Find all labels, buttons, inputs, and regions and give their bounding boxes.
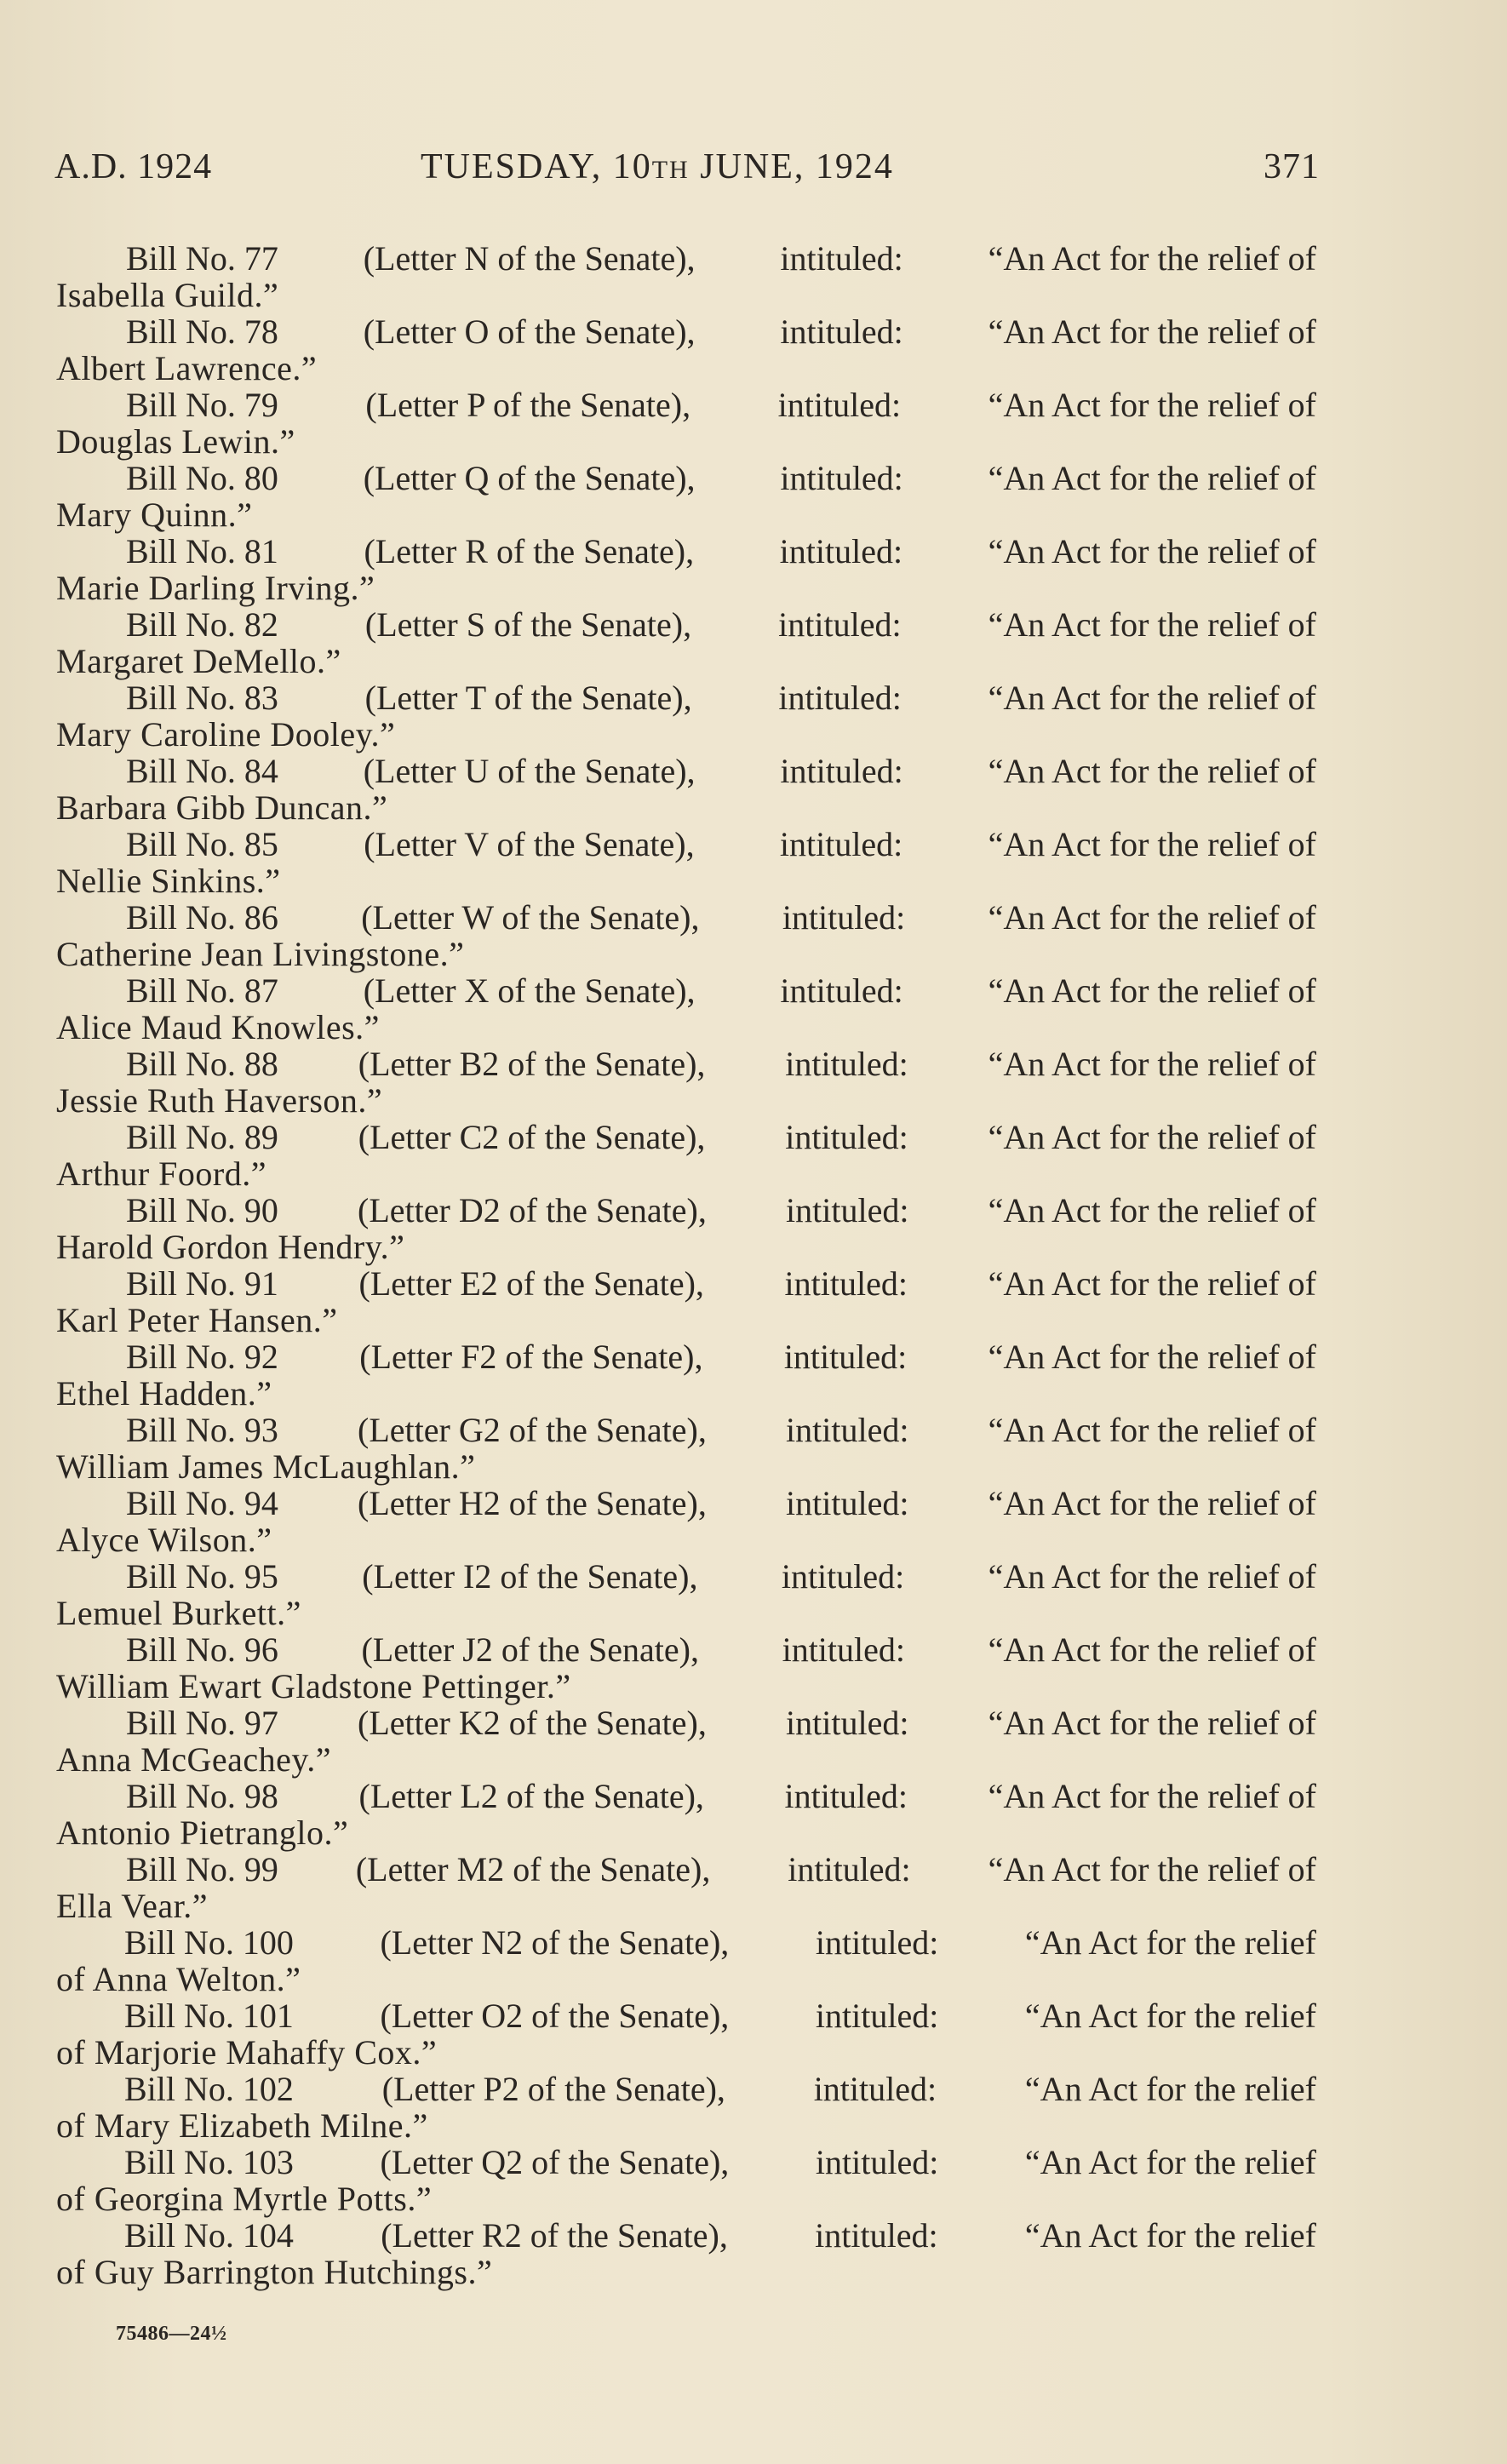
- senate-letter: (Letter B2 of the Senate),: [358, 1045, 706, 1083]
- bill-entry: [56, 1779, 1316, 1852]
- act-title: “An Act for the relief of: [988, 1484, 1316, 1522]
- intituled-label: intituled:: [788, 1850, 911, 1888]
- bill-number: Bill No. 100: [124, 1923, 294, 1962]
- senate-letter: (Letter R of the Senate),: [364, 532, 695, 570]
- act-title: “An Act for the relief of: [988, 825, 1316, 863]
- relief-recipient: Karl Peter Hansen.”: [56, 1301, 338, 1339]
- relief-recipient: Isabella Guild.”: [56, 276, 279, 314]
- bill-list: [56, 241, 1316, 2291]
- bill-number: Bill No. 95: [126, 1557, 278, 1596]
- intituled-label: intituled:: [778, 679, 902, 717]
- senate-letter: (Letter H2 of the Senate),: [358, 1484, 707, 1522]
- bill-entry: [56, 241, 1316, 314]
- intituled-label: intituled:: [782, 1630, 906, 1669]
- bill-entry: [56, 607, 1316, 680]
- act-title: “An Act for the relief of: [988, 386, 1316, 424]
- intituled-label: intituled:: [780, 971, 903, 1010]
- bill-entry-first-line: [56, 534, 1316, 570]
- bill-number: Bill No. 92: [126, 1338, 278, 1376]
- relief-recipient: of Georgina Myrtle Potts.”: [56, 2180, 433, 2218]
- bill-entry-first-line: [56, 2145, 1316, 2180]
- bill-entry-first-line: [56, 827, 1316, 862]
- senate-letter: (Letter J2 of the Senate),: [361, 1630, 699, 1669]
- senate-letter: (Letter I2 of the Senate),: [362, 1557, 698, 1596]
- header-date-part1: TUESDAY, 10: [421, 147, 652, 186]
- relief-recipient: Ella Vear.”: [56, 1887, 209, 1925]
- bill-number: Bill No. 80: [126, 459, 278, 497]
- act-title: “An Act for the relief of: [988, 1557, 1316, 1596]
- bill-number: Bill No. 102: [124, 2070, 294, 2108]
- bill-entry-first-line: [56, 387, 1316, 423]
- intituled-label: intituled:: [780, 752, 903, 790]
- senate-letter: (Letter W of the Senate),: [361, 898, 700, 937]
- bill-entry-first-line: [56, 900, 1316, 936]
- bill-entry: [56, 900, 1316, 973]
- act-title: “An Act for the relief of: [988, 1045, 1316, 1083]
- relief-recipient: Nellie Sinkins.”: [56, 862, 281, 900]
- bill-entry-first-line: [56, 1046, 1316, 1082]
- bill-entry-first-line: [56, 680, 1316, 716]
- intituled-label: intituled:: [779, 532, 903, 570]
- bill-entry: [56, 973, 1316, 1046]
- bill-entry: [56, 1486, 1316, 1559]
- header-year: A.D. 1924: [54, 147, 213, 186]
- senate-letter: (Letter Q of the Senate),: [363, 459, 696, 497]
- bill-number: Bill No. 101: [124, 1997, 294, 2035]
- senate-letter: (Letter T of the Senate),: [364, 679, 692, 717]
- bill-entry-first-line: [56, 1486, 1316, 1521]
- bill-number: Bill No. 103: [124, 2143, 294, 2181]
- relief-recipient: Margaret DeMello.”: [56, 642, 341, 680]
- relief-recipient: of Anna Welton.”: [56, 1960, 301, 1998]
- header-date-part2: JUNE, 1924: [689, 147, 894, 186]
- bill-number: Bill No. 85: [126, 825, 278, 863]
- bill-number: Bill No. 78: [126, 312, 278, 351]
- relief-recipient: Jessie Ruth Haverson.”: [56, 1081, 383, 1120]
- bill-number: Bill No. 86: [126, 898, 278, 937]
- bill-entry-first-line: [56, 1852, 1316, 1888]
- bill-number: Bill No. 83: [126, 679, 278, 717]
- senate-letter: (Letter C2 of the Senate),: [358, 1118, 706, 1156]
- header-date-ordinal: TH: [651, 156, 690, 184]
- bill-entry: [56, 1852, 1316, 1925]
- bill-entry-first-line: [56, 1998, 1316, 2034]
- bill-entry: [56, 1925, 1316, 1998]
- bill-number: Bill No. 98: [126, 1777, 278, 1815]
- printer-mark: 75486—24½: [116, 2323, 227, 2345]
- act-title: “An Act for the relief of: [988, 1411, 1316, 1449]
- bill-number: Bill No. 84: [126, 752, 278, 790]
- bill-entry: [56, 534, 1316, 607]
- bill-entry: [56, 387, 1316, 461]
- relief-recipient: Barbara Gibb Duncan.”: [56, 788, 388, 827]
- running-header: [54, 146, 1320, 198]
- senate-letter: (Letter O of the Senate),: [363, 312, 696, 351]
- act-title: “An Act for the relief of: [988, 679, 1316, 717]
- bill-number: Bill No. 79: [126, 386, 278, 424]
- intituled-label: intituled:: [815, 1923, 939, 1962]
- bill-number: Bill No. 87: [126, 971, 278, 1010]
- bill-entry-first-line: [56, 314, 1316, 350]
- act-title: “An Act for the relief: [1024, 1997, 1316, 2035]
- act-title: “An Act for the relief of: [988, 1850, 1316, 1888]
- bill-number: Bill No. 88: [126, 1045, 278, 1083]
- bill-entry: [56, 1705, 1316, 1779]
- senate-letter: (Letter P2 of the Senate),: [381, 2070, 725, 2108]
- bill-number: Bill No. 89: [126, 1118, 278, 1156]
- senate-letter: (Letter F2 of the Senate),: [359, 1338, 703, 1376]
- senate-letter: (Letter Q2 of the Senate),: [380, 2143, 730, 2181]
- bill-number: Bill No. 90: [126, 1191, 278, 1229]
- act-title: “An Act for the relief of: [988, 239, 1316, 278]
- bill-number: Bill No. 96: [126, 1630, 278, 1669]
- bill-entry-first-line: [56, 1266, 1316, 1302]
- senate-letter: (Letter M2 of the Senate),: [355, 1850, 711, 1888]
- intituled-label: intituled:: [784, 1777, 908, 1815]
- bill-number: Bill No. 82: [126, 605, 278, 644]
- senate-letter: (Letter D2 of the Senate),: [358, 1191, 707, 1229]
- act-title: “An Act for the relief of: [988, 1704, 1316, 1742]
- senate-letter: (Letter G2 of the Senate),: [358, 1411, 707, 1449]
- bill-number: Bill No. 81: [126, 532, 278, 570]
- act-title: “An Act for the relief of: [988, 1777, 1316, 1815]
- bill-entry: [56, 1413, 1316, 1486]
- senate-letter: (Letter U of the Senate),: [363, 752, 696, 790]
- intituled-label: intituled:: [815, 2216, 938, 2255]
- act-title: “An Act for the relief of: [988, 1630, 1316, 1669]
- intituled-label: intituled:: [785, 1045, 908, 1083]
- bill-entry: [56, 2145, 1316, 2218]
- act-title: “An Act for the relief: [1024, 2070, 1316, 2108]
- intituled-label: intituled:: [781, 1557, 905, 1596]
- bill-number: Bill No. 77: [126, 239, 278, 278]
- bill-number: Bill No. 99: [126, 1850, 278, 1888]
- act-title: “An Act for the relief of: [988, 459, 1316, 497]
- act-title: “An Act for the relief of: [988, 312, 1316, 351]
- senate-letter: (Letter O2 of the Senate),: [380, 1997, 730, 2035]
- bill-entry: [56, 1120, 1316, 1193]
- bill-entry-first-line: [56, 1779, 1316, 1814]
- relief-recipient: Alyce Wilson.”: [56, 1521, 272, 1559]
- intituled-label: intituled:: [780, 312, 903, 351]
- bill-entry: [56, 314, 1316, 387]
- senate-letter: (Letter L2 of the Senate),: [358, 1777, 704, 1815]
- bill-entry-first-line: [56, 2071, 1316, 2107]
- relief-recipient: Lemuel Burkett.”: [56, 1594, 301, 1632]
- intituled-label: intituled:: [780, 239, 903, 278]
- bill-entry: [56, 1559, 1316, 1632]
- relief-recipient: Arthur Foord.”: [56, 1155, 266, 1193]
- relief-recipient: Antonio Pietranglo.”: [56, 1814, 349, 1852]
- relief-recipient: Albert Lawrence.”: [56, 349, 318, 387]
- senate-letter: (Letter N of the Senate),: [363, 239, 696, 278]
- relief-recipient: Ethel Hadden.”: [56, 1374, 272, 1413]
- bill-number: Bill No. 104: [124, 2216, 294, 2255]
- intituled-label: intituled:: [780, 459, 903, 497]
- bill-number: Bill No. 91: [126, 1264, 278, 1303]
- intituled-label: intituled:: [777, 386, 902, 424]
- act-title: “An Act for the relief of: [988, 532, 1316, 570]
- bill-entry: [56, 1632, 1316, 1705]
- bill-entry-first-line: [56, 1193, 1316, 1229]
- relief-recipient: Catherine Jean Livingstone.”: [56, 935, 465, 973]
- senate-letter: (Letter K2 of the Senate),: [358, 1704, 707, 1742]
- senate-letter: (Letter R2 of the Senate),: [381, 2216, 728, 2255]
- relief-recipient: of Guy Barrington Hutchings.”: [56, 2253, 493, 2291]
- act-title: “An Act for the relief: [1024, 1923, 1316, 1962]
- bill-entry: [56, 680, 1316, 754]
- bill-entry: [56, 1998, 1316, 2071]
- intituled-label: intituled:: [815, 1997, 939, 2035]
- act-title: “An Act for the relief of: [988, 1118, 1316, 1156]
- bill-entry-first-line: [56, 607, 1316, 643]
- intituled-label: intituled:: [784, 1264, 908, 1303]
- bill-number: Bill No. 94: [126, 1484, 278, 1522]
- act-title: “An Act for the relief of: [988, 605, 1316, 644]
- intituled-label: intituled:: [786, 1411, 909, 1449]
- bill-entry-first-line: [56, 241, 1316, 277]
- relief-recipient: William Ewart Gladstone Pettinger.”: [56, 1667, 571, 1705]
- senate-letter: (Letter V of the Senate),: [364, 825, 695, 863]
- relief-recipient: Anna McGeachey.”: [56, 1740, 332, 1779]
- senate-letter: (Letter S of the Senate),: [364, 605, 692, 644]
- relief-recipient: Alice Maud Knowles.”: [56, 1008, 380, 1046]
- bill-entry: [56, 1046, 1316, 1120]
- intituled-label: intituled:: [815, 2143, 939, 2181]
- bill-entry: [56, 2218, 1316, 2291]
- act-title: “An Act for the relief of: [988, 898, 1316, 937]
- bill-entry: [56, 1193, 1316, 1266]
- bill-entry-first-line: [56, 973, 1316, 1009]
- act-title: “An Act for the relief of: [988, 971, 1316, 1010]
- relief-recipient: Douglas Lewin.”: [56, 422, 295, 461]
- senate-letter: (Letter N2 of the Senate),: [380, 1923, 730, 1962]
- relief-recipient: of Marjorie Mahaffy Cox.”: [56, 2033, 438, 2071]
- intituled-label: intituled:: [813, 2070, 937, 2108]
- relief-recipient: Marie Darling Irving.”: [56, 569, 375, 607]
- header-date: [421, 146, 894, 187]
- bill-entry: [56, 827, 1316, 900]
- bill-number: Bill No. 97: [126, 1704, 278, 1742]
- intituled-label: intituled:: [782, 898, 906, 937]
- relief-recipient: Harold Gordon Hendry.”: [56, 1228, 405, 1266]
- act-title: “An Act for the relief of: [988, 1264, 1316, 1303]
- bill-entry-first-line: [56, 754, 1316, 789]
- bill-entry-first-line: [56, 2218, 1316, 2254]
- intituled-label: intituled:: [779, 825, 903, 863]
- bill-entry-first-line: [56, 1632, 1316, 1668]
- bill-entry: [56, 461, 1316, 534]
- bill-entry: [56, 2071, 1316, 2145]
- senate-letter: (Letter P of the Senate),: [365, 386, 691, 424]
- intituled-label: intituled:: [778, 605, 902, 644]
- relief-recipient: of Mary Elizabeth Milne.”: [56, 2106, 428, 2145]
- intituled-label: intituled:: [786, 1191, 909, 1229]
- bill-entry: [56, 1339, 1316, 1413]
- bill-entry-first-line: [56, 1120, 1316, 1155]
- intituled-label: intituled:: [786, 1704, 909, 1742]
- relief-recipient: William James McLaughlan.”: [56, 1447, 476, 1486]
- bill-entry-first-line: [56, 1413, 1316, 1448]
- bill-entry: [56, 754, 1316, 827]
- act-title: “An Act for the relief of: [988, 752, 1316, 790]
- intituled-label: intituled:: [786, 1484, 909, 1522]
- senate-letter: (Letter X of the Senate),: [363, 971, 696, 1010]
- act-title: “An Act for the relief of: [988, 1338, 1316, 1376]
- act-title: “An Act for the relief of: [988, 1191, 1316, 1229]
- relief-recipient: Mary Quinn.”: [56, 496, 253, 534]
- act-title: “An Act for the relief: [1024, 2143, 1316, 2181]
- bill-entry-first-line: [56, 461, 1316, 496]
- bill-entry: [56, 1266, 1316, 1339]
- bill-entry-first-line: [56, 1705, 1316, 1741]
- act-title: “An Act for the relief: [1024, 2216, 1316, 2255]
- intituled-label: intituled:: [785, 1118, 908, 1156]
- page-number: 371: [1263, 147, 1320, 186]
- senate-letter: (Letter E2 of the Senate),: [358, 1264, 704, 1303]
- bill-entry-first-line: [56, 1339, 1316, 1375]
- relief-recipient: Mary Caroline Dooley.”: [56, 715, 396, 754]
- bill-entry-first-line: [56, 1925, 1316, 1961]
- bill-number: Bill No. 93: [126, 1411, 278, 1449]
- intituled-label: intituled:: [783, 1338, 908, 1376]
- bill-entry-first-line: [56, 1559, 1316, 1595]
